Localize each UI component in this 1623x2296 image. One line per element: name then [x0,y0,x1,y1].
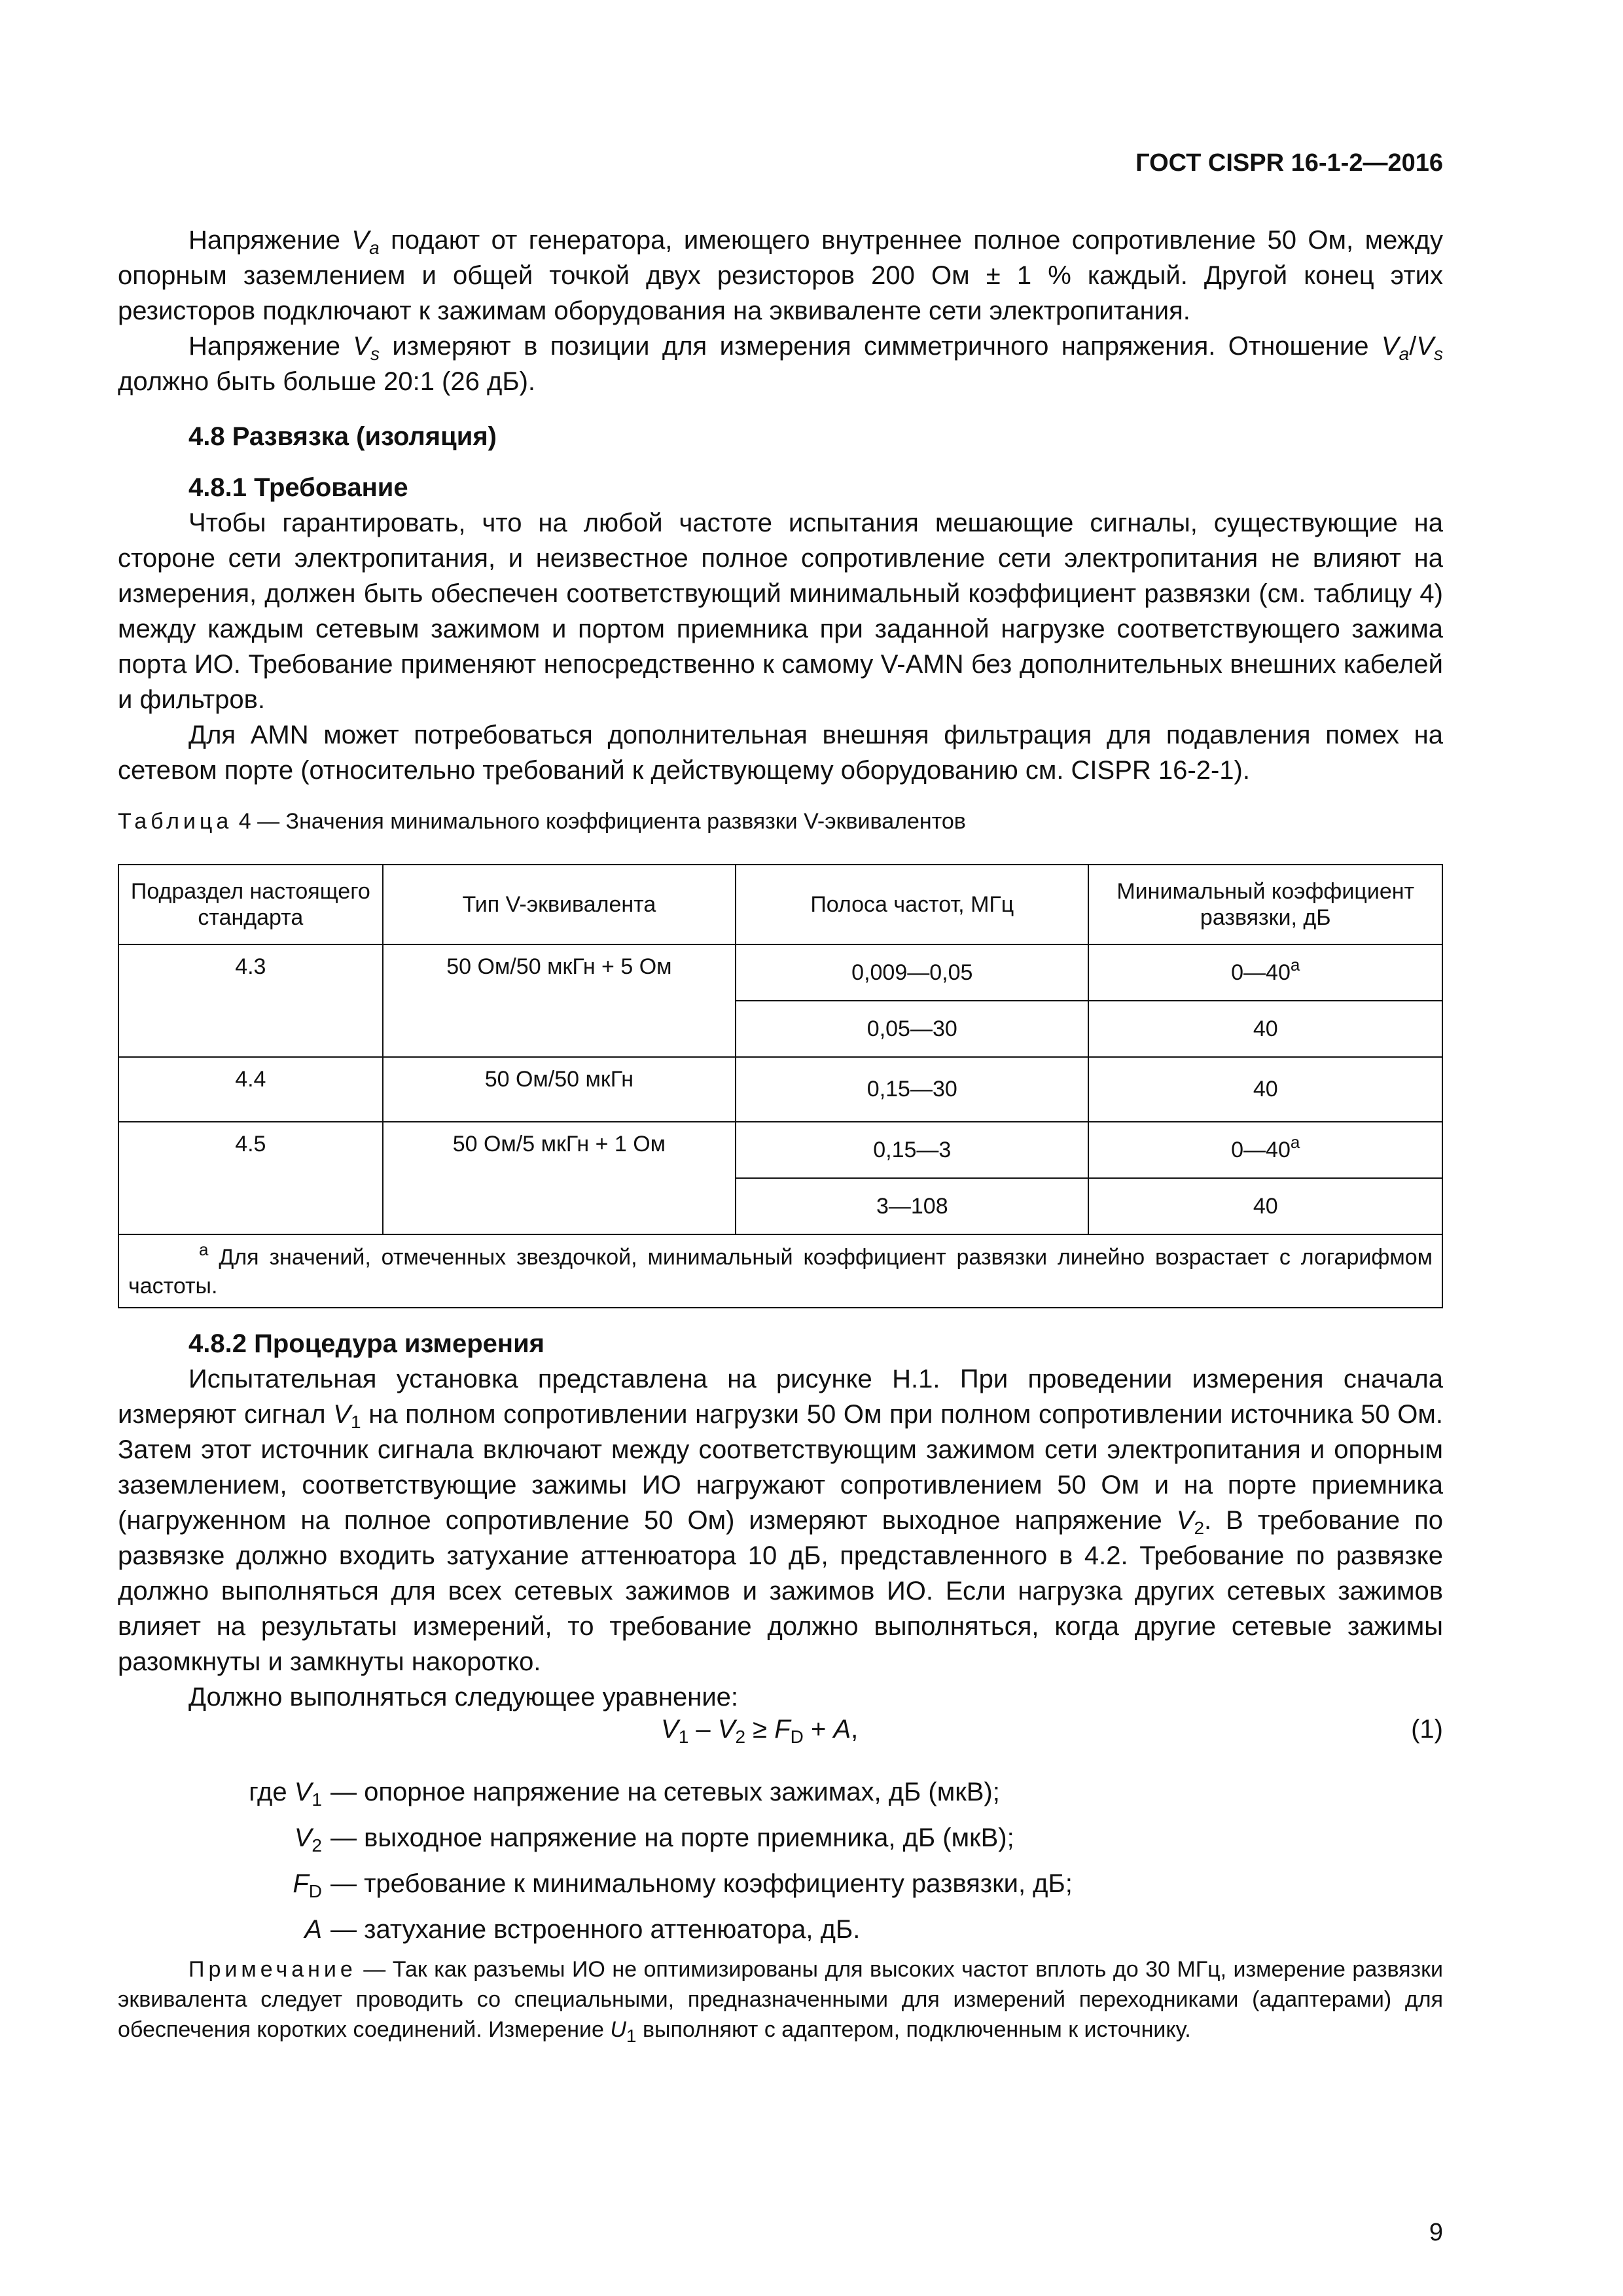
intro-paragraph-1: Напряжение $V_a$ подают от генератора, имеющего внутреннее полное сопротивление 50 Ом, между опорным заземлением и общей точкой двух резисторов 200 Ом ± 1 % каждый. Другой конец этих резисторов подключают к зажимам оборудования на эквиваленте сети электропитания. [118,226,1444,325]
cell-section: 4.5 [118,1122,383,1234]
table-row [118,944,1442,1001]
definition-symbol: $V_2$ [294,1823,322,1856]
equation-number: (1) [1411,1715,1443,1744]
equation-body: $V_1 - V_2 \ge F_D + A$, [661,1715,859,1747]
intro-block [118,223,1443,399]
cell-band: 0,009—0,05 [736,944,1088,1001]
isolation-value: 40 [1253,1077,1278,1102]
table-footnote-row [118,1234,1442,1308]
definition-symbol: где $V_1$ [249,1778,322,1810]
definition-item [118,1911,1443,1957]
cell-type: 50 Ом/50 мкГн + 5 Ом [383,944,736,1057]
definition-item [118,1865,1443,1911]
cell-type: 50 Ом/5 мкГн + 1 Ом [383,1122,736,1234]
table-caption-label: Таблица [118,809,233,834]
cell-type: 50 Ом/50 мкГн [383,1057,736,1122]
footnote-mark: а [1290,954,1300,975]
definition-symbol: A [304,1915,322,1944]
isolation-value: 0—40 [1231,1137,1291,1162]
table-4 [118,864,1443,1308]
isolation-value: 0—40 [1231,960,1291,985]
cell-isolation [1088,944,1442,1001]
section-4-8-2 [118,1326,1443,1715]
section-4-8-1 [118,470,1443,788]
table-row [118,1057,1442,1122]
table-header-row [118,865,1442,944]
isolation-value: 40 [1253,1016,1278,1041]
note-paragraph: Примечание — Так как разъемы ИО не оптимизированы для высоких частот вплоть до 30 МГц, измерение развязки эквивалента следует проводить со специальными, предназначенными для измерений переходниками (адаптерами) для обеспечения коротких соединений. Измерение $U_1$ выполняют с адаптером, подключенным к источнику. [118,1957,1443,2046]
equation-definitions [118,1774,1443,1957]
intro-paragraph-2: Напряжение $V_s$ измеряют в позиции для измерения симметричного напряжения. Отношение $V_a/V_s$ должно быть больше 20:1 (26 дБ). [118,332,1443,396]
note-block [118,1954,1443,2045]
cell-band: 0,15—30 [736,1057,1088,1122]
section-4-8-heading: 4.8 Развязка (изоляция) [188,422,497,451]
section-4-8-1-paragraph-2: Для AMN может потребоваться дополнительная внешняя фильтрация для подавления помех на сетевом порте (относительно требований к действующему оборудованию см. CISPR 16-2-1). [118,721,1443,785]
col-header-type: Тип V-эквивалента [383,865,736,944]
col-header-section: Подраздел настоящего стандарта [118,865,383,944]
cell-band: 3—108 [736,1178,1088,1234]
table-caption-text: 4 — Значения минимального коэффициента развязки V-эквивалентов [232,809,966,834]
cell-isolation [1088,1001,1442,1057]
cell-isolation [1088,1057,1442,1122]
table-4-caption [118,806,1443,836]
isolation-table [118,864,1443,1308]
cell-section: 4.4 [118,1057,383,1122]
col-header-isolation: Минимальный коэффициент развязки, дБ [1088,865,1442,944]
section-4-8-1-heading: 4.8.1 Требование [188,473,408,502]
table-row [118,1122,1442,1178]
section-4-8-2-heading: 4.8.2 Процедура измерения [188,1329,545,1358]
page-number: 9 [1429,2219,1443,2246]
cell-band: 0,05—30 [736,1001,1088,1057]
definition-item [118,1774,1443,1820]
section-4-8-1-paragraph-1: Чтобы гарантировать, что на любой частоте испытания мешающие сигналы, существующие на стороне сети электропитания, и неизвестное полное сопротивление сети электропитания не влияют на измерения, должен быть обеспечен соответствующий минимальный коэффициент развязки (см. таблицу 4) между каждым сетевым зажимом и портом приемника при заданной нагрузке соответствующего зажима порта ИО. Требование применяют непосредственно к самому V-AMN без дополнительных внешних кабелей и фильтров. [118,509,1443,714]
definition-text: — опорное напряжение на сетевых зажимах, дБ (мкВ); [330,1778,1000,1806]
cell-band: 0,15—3 [736,1122,1088,1178]
section-4-8-2-paragraph-1: Испытательная установка представлена на рисунке H.1. При проведении измерения сначала измеряют сигнал $V_1$ на полном сопротивлении нагрузки 50 Ом при полном сопротивлении источника 50 Ом. Затем этот источник сигнала включают между соответствующим зажимом сети электропитания и опорным заземлением, соответствующие зажимы ИО нагружают сопротивлением 50 Ом и на порте приемника (нагруженном на полное сопротивление 50 Ом) измеряют выходное напряжение $V_2$. В требование по развязке должно входить затухание аттенюатора 10 дБ, представленного в 4.2. Требование по развязке должно выполняться для всех сетевых зажимов и зажимов ИО. Если нагрузка других сетевых зажимов влияет на результаты измерений, то требование должно выполняться, когда другие сетевые зажимы разомкнуты и замкнуты накоротко. [118,1365,1444,1676]
section-4-8-2-paragraph-2: Должно выполняться следующее уравнение: [188,1683,739,1712]
col-header-band: Полоса частот, МГц [736,865,1088,944]
isolation-value: 40 [1253,1193,1278,1219]
equation-1 [118,1715,1443,1751]
definition-item [118,1820,1443,1865]
cell-isolation [1088,1122,1442,1178]
cell-isolation [1088,1178,1442,1234]
footnote-mark: а [1290,1132,1300,1152]
definition-text: — выходное напряжение на порте приемника, дБ (мкВ); [330,1823,1014,1852]
definition-text: — затухание встроенного аттенюатора, дБ. [330,1915,861,1944]
cell-section: 4.3 [118,944,383,1057]
definition-symbol: $F_D$ [293,1869,322,1901]
definition-text: — требование к минимальному коэффициенту развязки, дБ; [330,1869,1073,1898]
table-footnote: $^а$ Для значений, отмеченных звездочкой, минимальный коэффициент развязки линейно возрастает с логарифмом частоты. [118,1234,1442,1308]
page-header-standard: ГОСТ CISPR 16-1-2—2016 [1135,149,1443,177]
